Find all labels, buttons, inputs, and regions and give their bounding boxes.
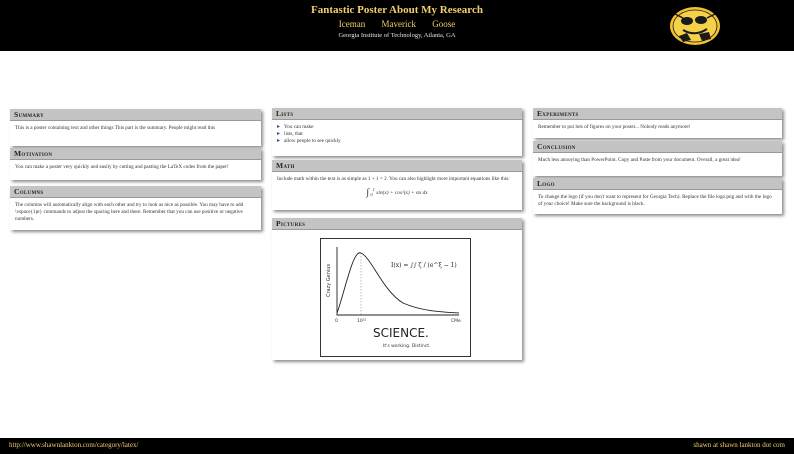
lists-block [272, 108, 522, 156]
footer-url-link[interactable]: http://www.shawnlankton.com/category/latex/ [9, 441, 139, 449]
sketch-x-mid: 10²¹ [357, 319, 367, 324]
block-title: Motivation [10, 148, 261, 160]
science-sketch-figure [320, 238, 471, 357]
block-title: Lists [272, 108, 522, 120]
sketch-subcaption: It's working. Distinct. [383, 344, 431, 349]
block-title: Logo [533, 178, 782, 190]
sketch-ylabel: Crazy Genius [326, 263, 332, 297]
list-item: ▸ lists, that [277, 131, 517, 138]
equation [277, 186, 517, 198]
author-name: Maverick [381, 19, 416, 29]
list-item: ▸ allow people to see quickly [277, 138, 517, 145]
block-title: Math [272, 160, 522, 172]
institution: Georgia Institute of Technology, Atlanta, GA [338, 32, 456, 39]
conclusion-block [533, 141, 782, 176]
poster-title: Fantastic Poster About My Research [311, 4, 483, 16]
block-title: Conclusion [533, 141, 782, 153]
block-title: Experiments [533, 108, 782, 120]
block-text: To change the logo (if you don't want to represent for Georgia Tech). Replace the file logo.png and with the logo of your choice! Make sure the background is black. [538, 194, 772, 208]
author-name: Iceman [338, 19, 366, 29]
block-text: Include math within the text is as simple as 1 + 1 = 2. You can also highlight more important equations like this: [277, 176, 510, 182]
sketch-plot [321, 239, 470, 356]
block-text: Much less annoying than PowerPoint. Copy and Paste from your document. Overall, a great idea! [538, 157, 741, 163]
block-text: Remember to put lots of figures on your poster... Nobody reads anymore! [538, 124, 691, 130]
list-item: ▸ You can make [277, 124, 517, 131]
logo-block [533, 178, 782, 214]
summary-block [10, 109, 261, 146]
integral-lower: 0 [370, 192, 373, 198]
poster-footer [0, 438, 794, 454]
block-title: Columns [10, 186, 261, 198]
sketch-x-origin: 0 [335, 319, 338, 324]
footer-email: shawn at shawn lankton dot com [693, 441, 785, 449]
block-text: You can make a poster very quickly and easily by cutting and pasting the LaTeX codes from the paper! [15, 164, 229, 170]
author-name: Goose [432, 19, 456, 29]
poster-header [0, 0, 794, 51]
motivation-block [10, 148, 261, 180]
sketch-caption: SCIENCE. [373, 326, 429, 340]
block-text: This is a poster containing text and other things This part is the summary. People might read this [15, 125, 216, 131]
bullet-list [277, 124, 517, 146]
experiments-block [533, 108, 782, 138]
integral-icon: ∫ [366, 187, 370, 199]
equation-expression: sin(x) + cos²(x) + αx dx [376, 190, 428, 196]
sketch-formula: I(x) = ∫∫ ζ / (e^ξ − 1) [391, 262, 457, 269]
block-text: The columns will automatically align with each other and try to look as nice as possible. You may have to add \vspace{1pt} commands to adjust the spacing here and there. Remember that you can use positive or negative numbers. [15, 202, 244, 223]
math-block [272, 160, 522, 210]
block-title: Summary [10, 109, 261, 121]
block-title: Pictures [272, 218, 522, 230]
yellow-jacket-logo [669, 6, 721, 46]
sketch-x-end: CMe [451, 319, 461, 324]
integral-upper: 1 [372, 187, 375, 193]
columns-block [10, 186, 261, 230]
